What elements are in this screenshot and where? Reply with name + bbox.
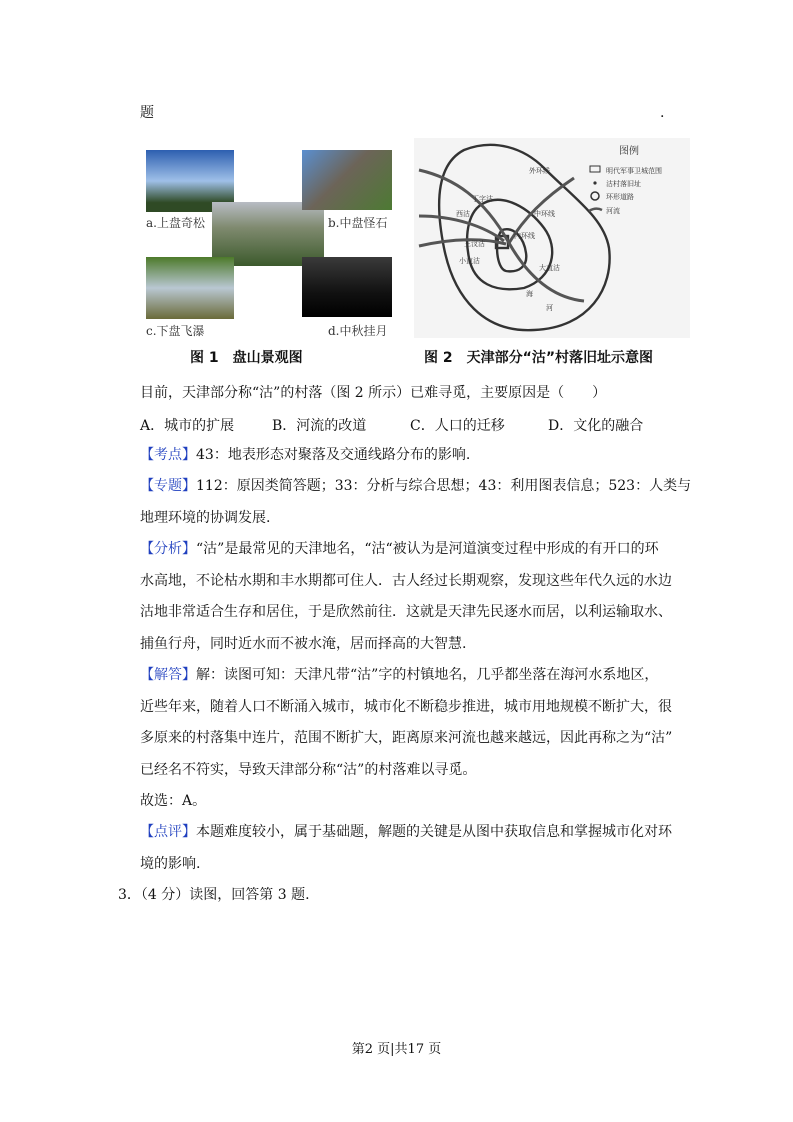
figure-2: [414, 138, 690, 338]
photo-waterfall: [146, 257, 234, 319]
fenxi: [140, 540, 659, 558]
dianping-text: 本题难度较小，属于基础题，解题的关键是从图中获取信息和掌握城市化对环: [196, 824, 672, 840]
question-text: 目前，天津部分称“沽”的村落（图 2 所示）已难寻觅，主要原因是（ ）: [140, 385, 607, 401]
fenxi-text: “沽”是最常见的天津地名，“沽“被认为是河道演变过程中形成的有开口的环: [196, 541, 659, 557]
map-label: 小直沽: [459, 257, 480, 265]
fenxi-text: 捕鱼行舟，同时近水而不被水淹，居而择高的大智慧.: [140, 636, 467, 652]
kaodian-text: 43：地表形态对聚落及交通线路分布的影响.: [196, 447, 471, 463]
fenxi-text: 水高地，不论枯水期和丰水期都可住人．古人经过长期观察，发现这些年代久远的水边: [140, 573, 672, 589]
question-tail: [140, 104, 154, 122]
legend-title: 图例: [619, 146, 639, 157]
photo-moon: [302, 257, 392, 317]
jieda-text: 解：读图可知：天津凡带“沽”字的村镇地名，几乎都坐落在海河水系地区，: [196, 667, 659, 683]
map-label: 海: [526, 290, 533, 298]
page-footer: 第2 页|共17 页: [351, 1042, 442, 1057]
option-d: D．文化的融合: [548, 418, 644, 434]
question-3: 3．（4 分）读图，回答第 3 题.: [118, 887, 310, 903]
answer-text: 故选：A。: [140, 793, 207, 809]
jieda-text: 多原来的村落集中连片，范围不断扩大，距离原来河流也越来越远，因此再称之为“沽”: [140, 730, 673, 746]
legend-item: 环形道路: [606, 193, 634, 201]
option-c: C．人口的迁移: [410, 418, 505, 434]
figure-1-caption: 图 1 盘山景观图: [190, 350, 303, 366]
fenxi-text: 沽地非常适合生存和居住，于是欣然前往．这就是天津先民逐水而居，以利运输取水、: [140, 604, 672, 620]
photo-caption-b: b.中盘怪石: [328, 216, 388, 230]
jieda-tag: 【解答】: [140, 667, 196, 683]
map-label: 中环线: [534, 210, 555, 218]
zhuanti-text: 地理环境的协调发展.: [140, 510, 271, 526]
dianping-tag: 【点评】: [140, 824, 196, 840]
dianping: [140, 823, 672, 841]
tail-dot: .: [660, 105, 665, 121]
map-label: 三汊沽: [464, 240, 485, 248]
legend-item: 明代军事卫城范围: [606, 167, 662, 175]
map-label: 内环线: [514, 232, 535, 240]
map-label: 大直沽: [539, 264, 560, 272]
map-label: 外环线: [529, 167, 550, 175]
map-label: 河: [546, 304, 553, 312]
legend-item: 沽村落旧址: [606, 180, 641, 188]
zhuanti: [140, 477, 691, 495]
figure-2-caption: 图 2 天津部分“沽”村落旧址示意图: [424, 350, 654, 366]
option-b: B．河流的改道: [272, 418, 367, 434]
photo-caption-d: d.中秋挂月: [328, 324, 388, 338]
jieda-text: 近些年来，随着人口不断涌入城市，城市化不断稳步推进，城市用地规模不断扩大，很: [140, 699, 672, 715]
photo-caption-a: a.上盘奇松: [146, 216, 205, 230]
tail-text: 题: [140, 105, 154, 121]
kaodian: [140, 446, 470, 464]
kaodian-tag: 【考点】: [140, 447, 196, 463]
tianjin-map: [414, 138, 690, 338]
map-label: 丁字沽: [472, 195, 493, 203]
dianping-text: 境的影响.: [140, 856, 201, 872]
legend-item: 河流: [606, 207, 620, 215]
option-a: A．城市的扩展: [140, 418, 235, 434]
photo-caption-c: c.下盘飞瀑: [146, 324, 205, 338]
fenxi-tag: 【分析】: [140, 541, 196, 557]
jieda: [140, 666, 658, 684]
map-label: 西沽: [456, 210, 470, 218]
photo-rock: [302, 150, 392, 210]
zhuanti-text: 112：原因类简答题；33：分析与综合思想；43：利用图表信息；523：人类与: [196, 478, 692, 494]
zhuanti-tag: 【专题】: [140, 478, 196, 494]
jieda-text: 已经名不符实，导致天津部分称“沽”的村落难以寻觅。: [140, 762, 477, 778]
